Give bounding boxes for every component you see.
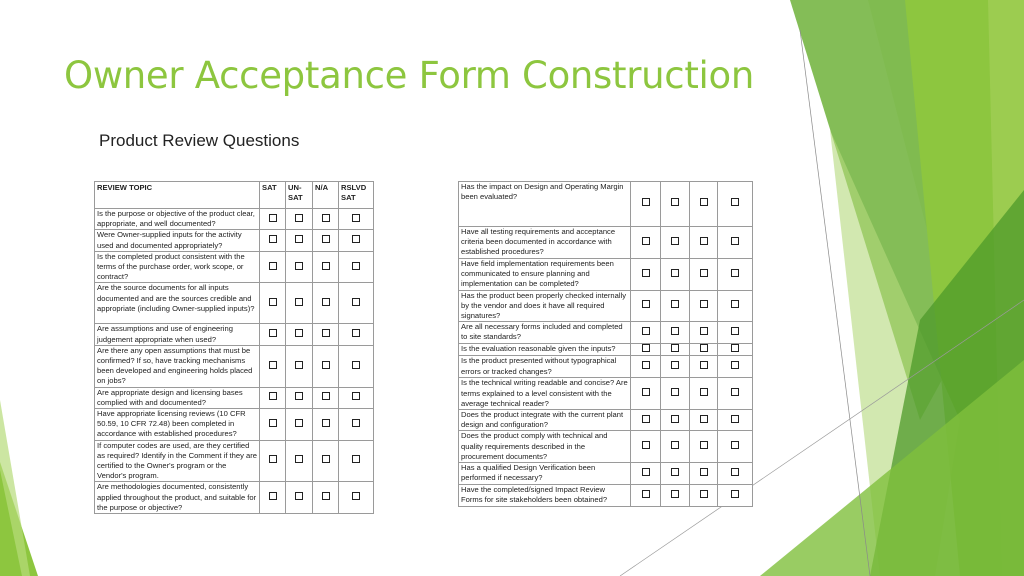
na-cell xyxy=(690,259,718,291)
table-row xyxy=(95,440,374,482)
unsat-checkbox[interactable] xyxy=(295,329,303,337)
question-text: Is the purpose or objective of the product clear, appropriate, and well documented? xyxy=(95,209,260,230)
rslvd-sat-checkbox[interactable] xyxy=(731,490,739,498)
rslvd-sat-cell xyxy=(339,283,374,324)
sat-checkbox[interactable] xyxy=(642,237,650,245)
na-checkbox[interactable] xyxy=(700,300,708,308)
unsat-checkbox[interactable] xyxy=(671,468,679,476)
rslvd-sat-cell xyxy=(339,482,374,514)
question-text: Were Owner-supplied inputs for the activity used and documented appropriately? xyxy=(95,230,260,251)
na-checkbox[interactable] xyxy=(700,237,708,245)
sat-cell xyxy=(631,182,661,227)
rslvd-sat-checkbox[interactable] xyxy=(731,198,739,206)
unsat-cell xyxy=(286,283,313,324)
question-text: Is the completed product consistent with the terms of the purchase order, work scope, or contract? xyxy=(95,251,260,283)
rslvd-sat-checkbox[interactable] xyxy=(352,298,360,306)
review-table-left xyxy=(94,181,374,514)
page-title: Owner Acceptance Form Construction xyxy=(64,54,755,97)
unsat-checkbox[interactable] xyxy=(295,392,303,400)
sat-checkbox[interactable] xyxy=(642,415,650,423)
table-row xyxy=(95,387,374,408)
unsat-cell xyxy=(661,344,690,356)
question-text: Has a qualified Design Verification been performed if necessary? xyxy=(459,463,631,485)
table-header-row xyxy=(95,182,374,209)
table-row xyxy=(459,485,753,507)
unsat-cell xyxy=(286,345,313,387)
na-checkbox[interactable] xyxy=(700,388,708,396)
sat-cell xyxy=(260,440,286,482)
rslvd-sat-cell xyxy=(339,440,374,482)
unsat-checkbox[interactable] xyxy=(671,388,679,396)
na-checkbox[interactable] xyxy=(700,198,708,206)
unsat-cell xyxy=(286,482,313,514)
unsat-cell xyxy=(661,182,690,227)
unsat-checkbox[interactable] xyxy=(671,198,679,206)
table-row xyxy=(459,356,753,378)
sat-checkbox[interactable] xyxy=(269,235,277,243)
na-cell xyxy=(313,230,339,251)
unsat-checkbox[interactable] xyxy=(671,300,679,308)
sat-cell xyxy=(631,431,661,463)
sat-checkbox[interactable] xyxy=(269,419,277,427)
sat-cell xyxy=(631,378,661,410)
na-cell xyxy=(313,482,339,514)
table-row xyxy=(459,227,753,259)
sat-cell xyxy=(631,410,661,431)
unsat-cell xyxy=(661,431,690,463)
unsat-cell xyxy=(661,322,690,344)
rslvd-sat-cell xyxy=(718,227,753,259)
rslvd-sat-cell xyxy=(339,409,374,441)
header-na: N/A xyxy=(313,182,339,209)
sat-checkbox[interactable] xyxy=(642,441,650,449)
na-cell xyxy=(313,251,339,283)
table-row xyxy=(459,182,753,227)
table-row xyxy=(459,290,753,322)
na-checkbox[interactable] xyxy=(700,490,708,498)
rslvd-sat-checkbox[interactable] xyxy=(731,415,739,423)
question-text: Does the product integrate with the current plant design and configuration? xyxy=(459,410,631,431)
unsat-checkbox[interactable] xyxy=(295,214,303,222)
na-checkbox[interactable] xyxy=(322,262,330,270)
unsat-checkbox[interactable] xyxy=(295,298,303,306)
rslvd-sat-checkbox[interactable] xyxy=(352,455,360,463)
na-cell xyxy=(690,290,718,322)
table-row xyxy=(95,283,374,324)
na-cell xyxy=(690,463,718,485)
sat-cell xyxy=(631,259,661,291)
na-checkbox[interactable] xyxy=(700,269,708,277)
rslvd-sat-cell xyxy=(718,356,753,378)
question-text: Is the product presented without typographical errors or tracked changes? xyxy=(459,356,631,378)
unsat-checkbox[interactable] xyxy=(295,262,303,270)
header-rslvd-sat: RSLVD SAT xyxy=(339,182,374,209)
na-cell xyxy=(690,344,718,356)
rslvd-sat-checkbox[interactable] xyxy=(731,388,739,396)
unsat-cell xyxy=(661,485,690,507)
question-text: Does the product comply with technical and quality requirements described in the procurement documents? xyxy=(459,431,631,463)
sat-checkbox[interactable] xyxy=(269,455,277,463)
question-text: Is the evaluation reasonable given the inputs? xyxy=(459,344,631,356)
na-cell xyxy=(690,322,718,344)
rslvd-sat-checkbox[interactable] xyxy=(731,269,739,277)
sat-checkbox[interactable] xyxy=(642,388,650,396)
sat-checkbox[interactable] xyxy=(269,262,277,270)
unsat-checkbox[interactable] xyxy=(295,235,303,243)
rslvd-sat-cell xyxy=(718,182,753,227)
sat-checkbox[interactable] xyxy=(642,344,650,352)
na-checkbox[interactable] xyxy=(322,298,330,306)
question-text: Are the source documents for all inputs documented and are the sources credible and appropriate (including Owner-supplied inputs)? xyxy=(95,283,260,324)
na-cell xyxy=(690,378,718,410)
rslvd-sat-checkbox[interactable] xyxy=(731,441,739,449)
unsat-cell xyxy=(286,387,313,408)
sat-checkbox[interactable] xyxy=(269,392,277,400)
rslvd-sat-checkbox[interactable] xyxy=(731,327,739,335)
table-row xyxy=(95,251,374,283)
sat-cell xyxy=(631,485,661,507)
na-cell xyxy=(313,324,339,345)
rslvd-sat-cell xyxy=(339,251,374,283)
sat-cell xyxy=(631,322,661,344)
question-text: Are appropriate design and licensing bases complied with and documented? xyxy=(95,387,260,408)
unsat-checkbox[interactable] xyxy=(295,455,303,463)
sat-cell xyxy=(631,290,661,322)
question-text: Is the technical writing readable and concise? Are terms explained to a level consistent with the average technical reader? xyxy=(459,378,631,410)
rslvd-sat-checkbox[interactable] xyxy=(352,392,360,400)
rslvd-sat-checkbox[interactable] xyxy=(352,361,360,369)
question-text: Are there any open assumptions that must be confirmed? If so, have tracking mechanisms been developed and engineering holds placed on jobs? xyxy=(95,345,260,387)
sat-cell xyxy=(260,387,286,408)
na-checkbox[interactable] xyxy=(322,214,330,222)
na-cell xyxy=(690,182,718,227)
sat-checkbox[interactable] xyxy=(642,468,650,476)
sat-checkbox[interactable] xyxy=(642,269,650,277)
table-row xyxy=(459,322,753,344)
rslvd-sat-checkbox[interactable] xyxy=(731,300,739,308)
na-cell xyxy=(313,345,339,387)
na-checkbox[interactable] xyxy=(700,327,708,335)
question-text: Have all testing requirements and acceptance criteria been documented in accordance with established procedures? xyxy=(459,227,631,259)
table-row xyxy=(459,431,753,463)
header-review-topic: REVIEW TOPIC xyxy=(95,182,260,209)
rslvd-sat-cell xyxy=(718,410,753,431)
rslvd-sat-cell xyxy=(718,290,753,322)
unsat-cell xyxy=(286,251,313,283)
na-checkbox[interactable] xyxy=(322,329,330,337)
unsat-cell xyxy=(661,290,690,322)
rslvd-sat-cell xyxy=(718,322,753,344)
sat-cell xyxy=(260,251,286,283)
sat-checkbox[interactable] xyxy=(269,214,277,222)
na-checkbox[interactable] xyxy=(322,235,330,243)
na-checkbox[interactable] xyxy=(322,455,330,463)
sat-checkbox[interactable] xyxy=(642,361,650,369)
sat-cell xyxy=(631,344,661,356)
sat-checkbox[interactable] xyxy=(269,361,277,369)
na-cell xyxy=(690,410,718,431)
unsat-checkbox[interactable] xyxy=(671,415,679,423)
rslvd-sat-checkbox[interactable] xyxy=(352,329,360,337)
rslvd-sat-checkbox[interactable] xyxy=(352,214,360,222)
header-sat: SAT xyxy=(260,182,286,209)
na-cell xyxy=(313,387,339,408)
table-row xyxy=(459,410,753,431)
unsat-cell xyxy=(661,227,690,259)
unsat-checkbox[interactable] xyxy=(295,361,303,369)
na-cell xyxy=(313,209,339,230)
na-cell xyxy=(690,431,718,463)
sat-checkbox[interactable] xyxy=(642,300,650,308)
sat-cell xyxy=(631,463,661,485)
rslvd-sat-cell xyxy=(718,344,753,356)
question-text: Have field implementation requirements been communicated to ensure planning and implementation can be completed? xyxy=(459,259,631,291)
rslvd-sat-checkbox[interactable] xyxy=(352,262,360,270)
sat-cell xyxy=(260,209,286,230)
rslvd-sat-checkbox[interactable] xyxy=(352,235,360,243)
unsat-checkbox[interactable] xyxy=(295,419,303,427)
rslvd-sat-cell xyxy=(339,387,374,408)
na-cell xyxy=(313,440,339,482)
question-text: Have the completed/signed Impact Review Forms for site stakeholders been obtained? xyxy=(459,485,631,507)
question-text: If computer codes are used, are they certified as required? Identify in the Comment if they are certified to the Owner's program or the Vendor's program. xyxy=(95,440,260,482)
na-checkbox[interactable] xyxy=(322,419,330,427)
rslvd-sat-checkbox[interactable] xyxy=(731,468,739,476)
sat-cell xyxy=(260,230,286,251)
na-checkbox[interactable] xyxy=(700,415,708,423)
na-checkbox[interactable] xyxy=(700,441,708,449)
na-checkbox[interactable] xyxy=(322,361,330,369)
sat-checkbox[interactable] xyxy=(642,198,650,206)
unsat-cell xyxy=(286,409,313,441)
unsat-checkbox[interactable] xyxy=(671,441,679,449)
question-text: Are methodologies documented, consistently applied throughout the product, and suitable for the purpose or objective? xyxy=(95,482,260,514)
sat-cell xyxy=(260,345,286,387)
unsat-checkbox[interactable] xyxy=(671,490,679,498)
rslvd-sat-cell xyxy=(718,463,753,485)
sat-checkbox[interactable] xyxy=(269,298,277,306)
table-row xyxy=(95,345,374,387)
unsat-cell xyxy=(286,209,313,230)
sat-cell xyxy=(260,324,286,345)
unsat-cell xyxy=(286,440,313,482)
na-cell xyxy=(690,227,718,259)
unsat-cell xyxy=(661,463,690,485)
table-row xyxy=(95,409,374,441)
question-text: Has the product been properly checked internally by the vendor and does it have all required signatures? xyxy=(459,290,631,322)
na-checkbox[interactable] xyxy=(700,344,708,352)
table-row xyxy=(95,482,374,514)
sat-checkbox[interactable] xyxy=(642,327,650,335)
table-row xyxy=(95,209,374,230)
rslvd-sat-cell xyxy=(339,209,374,230)
rslvd-sat-cell xyxy=(339,345,374,387)
unsat-checkbox[interactable] xyxy=(671,327,679,335)
unsat-cell xyxy=(661,378,690,410)
question-text: Has the impact on Design and Operating Margin been evaluated? xyxy=(459,182,631,227)
sat-cell xyxy=(631,356,661,378)
rslvd-sat-cell xyxy=(339,324,374,345)
na-checkbox[interactable] xyxy=(322,392,330,400)
header-unsat: UN-SAT xyxy=(286,182,313,209)
sat-cell xyxy=(260,409,286,441)
rslvd-sat-checkbox[interactable] xyxy=(352,419,360,427)
unsat-cell xyxy=(661,410,690,431)
na-cell xyxy=(313,409,339,441)
table-row xyxy=(459,259,753,291)
na-cell xyxy=(313,283,339,324)
rslvd-sat-checkbox[interactable] xyxy=(731,237,739,245)
rslvd-sat-cell xyxy=(718,485,753,507)
table-row xyxy=(459,378,753,410)
rslvd-sat-cell xyxy=(718,259,753,291)
rslvd-sat-cell xyxy=(718,431,753,463)
rslvd-sat-cell xyxy=(339,230,374,251)
table-row xyxy=(459,463,753,485)
question-text: Are assumptions and use of engineering judgement appropriate when used? xyxy=(95,324,260,345)
sat-cell xyxy=(260,482,286,514)
unsat-checkbox[interactable] xyxy=(671,344,679,352)
rslvd-sat-cell xyxy=(718,378,753,410)
sat-checkbox[interactable] xyxy=(269,329,277,337)
na-checkbox[interactable] xyxy=(700,468,708,476)
review-table-right xyxy=(458,181,753,507)
table-row xyxy=(95,324,374,345)
rslvd-sat-checkbox[interactable] xyxy=(731,361,739,369)
question-text: Have appropriate licensing reviews (10 CFR 50.59, 10 CFR 72.48) been completed in accordance with established procedures? xyxy=(95,409,260,441)
sat-cell xyxy=(260,283,286,324)
unsat-checkbox[interactable] xyxy=(671,237,679,245)
unsat-checkbox[interactable] xyxy=(671,269,679,277)
unsat-cell xyxy=(661,259,690,291)
unsat-checkbox[interactable] xyxy=(295,492,303,500)
unsat-cell xyxy=(286,324,313,345)
sat-cell xyxy=(631,227,661,259)
page-subtitle: Product Review Questions xyxy=(99,131,300,150)
na-checkbox[interactable] xyxy=(322,492,330,500)
table-row xyxy=(95,230,374,251)
rslvd-sat-checkbox[interactable] xyxy=(731,344,739,352)
sat-checkbox[interactable] xyxy=(642,490,650,498)
table-row xyxy=(459,344,753,356)
na-checkbox[interactable] xyxy=(700,361,708,369)
na-cell xyxy=(690,356,718,378)
unsat-checkbox[interactable] xyxy=(671,361,679,369)
rslvd-sat-checkbox[interactable] xyxy=(352,492,360,500)
question-text: Are all necessary forms included and completed to site standards? xyxy=(459,322,631,344)
unsat-cell xyxy=(661,356,690,378)
sat-checkbox[interactable] xyxy=(269,492,277,500)
unsat-cell xyxy=(286,230,313,251)
na-cell xyxy=(690,485,718,507)
